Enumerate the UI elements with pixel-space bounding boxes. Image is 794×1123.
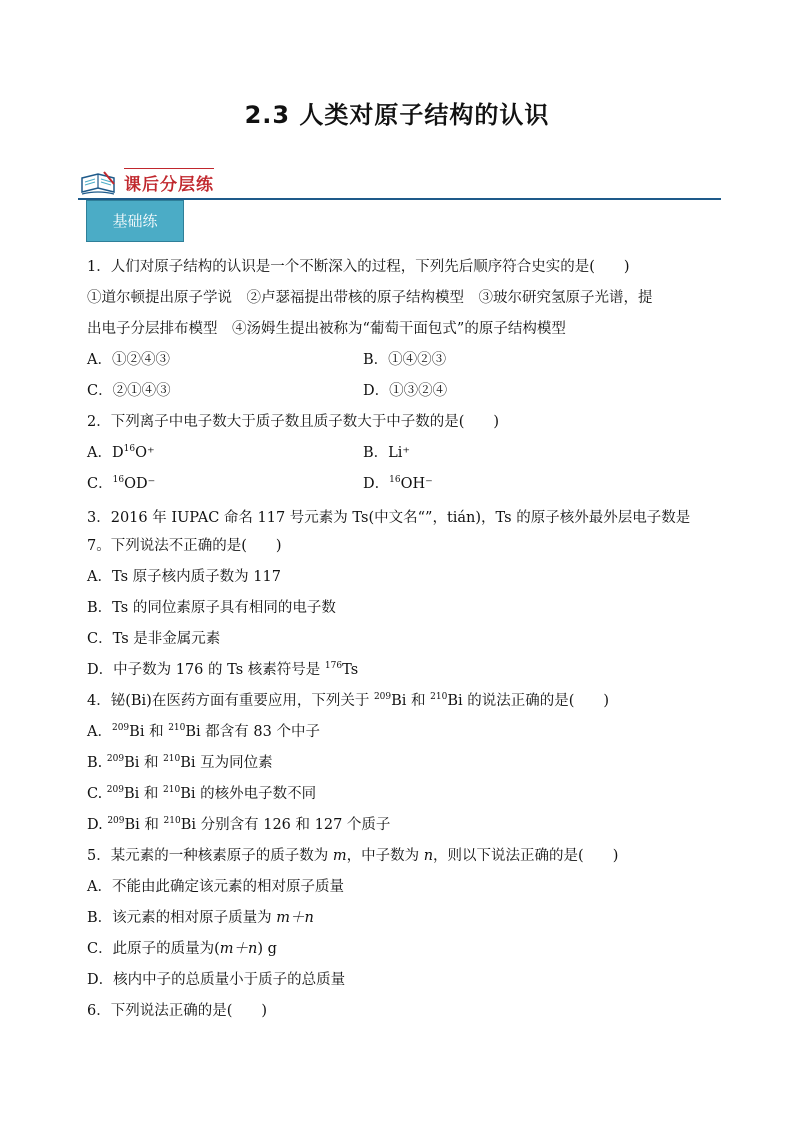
q5-option-b: B．该元素的相对原子质量为 m＋n: [87, 910, 314, 926]
q1-option-c: C．②①④③: [87, 383, 171, 399]
q2-options-row2: [87, 469, 723, 500]
question-list: [87, 252, 723, 1027]
q4-option-b: B. $^{209}$Bi 和 $^{210}$Bi 互为同位素: [87, 754, 273, 771]
section-accent-line: [124, 168, 214, 169]
q5-stem: 5．某元素的一种核素原子的质子数为 m，中子数为 n，则以下说法正确的是( ): [87, 848, 619, 864]
q1-option-a: A．①②④③: [87, 352, 170, 368]
q1-stem: 1．人们对原子结构的认识是一个不断深入的过程，下列先后顺序符合史实的是( ): [87, 259, 630, 275]
q1-option-b: B．①④②③: [363, 352, 447, 368]
q4-stem: 4．铋(Bi)在医药方面有重要应用，下列关于 $^{209}$Bi 和 $^{210}$Bi 的说法正确的是( ): [87, 692, 610, 709]
q1-desc-line1: ①道尔顿提出原子学说 ②卢瑟福提出带核的原子结构模型 ③玻尔研究氢原子光谱，提: [87, 290, 653, 306]
section-header: [78, 166, 721, 202]
q3-option-c: C．Ts 是非金属元素: [87, 631, 221, 647]
q5-option-c: C．此原子的质量为(m＋n) g: [87, 941, 277, 957]
page-title: 2.3 人类对原子结构的认识: [244, 101, 550, 129]
level-badge: 基础练: [86, 200, 184, 242]
q6-stem: 6．下列说法正确的是( ): [87, 1003, 268, 1019]
q5-option-a: A．不能由此确定该元素的相对原子质量: [87, 879, 344, 895]
q1-options-row2: [87, 376, 723, 407]
q1-option-d: D．①③②④: [363, 383, 448, 399]
q2-options-row1: [87, 438, 723, 469]
q1-options-row1: [87, 345, 723, 376]
q2-stem: 2．下列离子中电子数大于质子数且质子数大于中子数的是( ): [87, 414, 500, 430]
q5-option-d: D．核内中子的总质量小于质子的总质量: [87, 972, 346, 988]
q3-option-a: A．Ts 原子核内质子数为 117: [87, 569, 281, 585]
q3-stem-line2: 7。下列说法不正确的是( ): [87, 538, 282, 554]
q3-option-d: D．中子数为 176 的 Ts 核素符号是 $^{176}$Ts: [87, 661, 359, 678]
book-pen-icon: [80, 170, 118, 198]
q2-option-b: B．Li⁺: [363, 445, 411, 461]
q4-option-c: C. $^{209}$Bi 和 $^{210}$Bi 的核外电子数不同: [87, 785, 317, 802]
q4-option-d: D. $^{209}$Bi 和 $^{210}$Bi 分别含有 126 和 127 个质子: [87, 816, 391, 833]
q4-option-a: A．$^{209}$Bi 和 $^{210}$Bi 都含有 83 个中子: [87, 723, 320, 740]
q2-option-a: A．$D^{16}O^+$: [87, 444, 155, 461]
q3-option-b: B．Ts 的同位素原子具有相同的电子数: [87, 600, 336, 616]
q2-option-d: D．$^{16}$OH⁻: [363, 475, 433, 492]
q3-stem-line1: 3．2016 年 IUPAC 命名 117 号元素为 Ts(中文名“”，tián)，Ts 的原子核外最外层电子数是: [87, 510, 691, 526]
section-label: 课后分层练: [124, 175, 214, 195]
q2-option-c: C．$^{16}$OD⁻: [87, 475, 156, 492]
q1-desc-line2: 出电子分层排布模型 ④汤姆生提出被称为“葡萄干面包式”的原子结构模型: [87, 321, 566, 337]
